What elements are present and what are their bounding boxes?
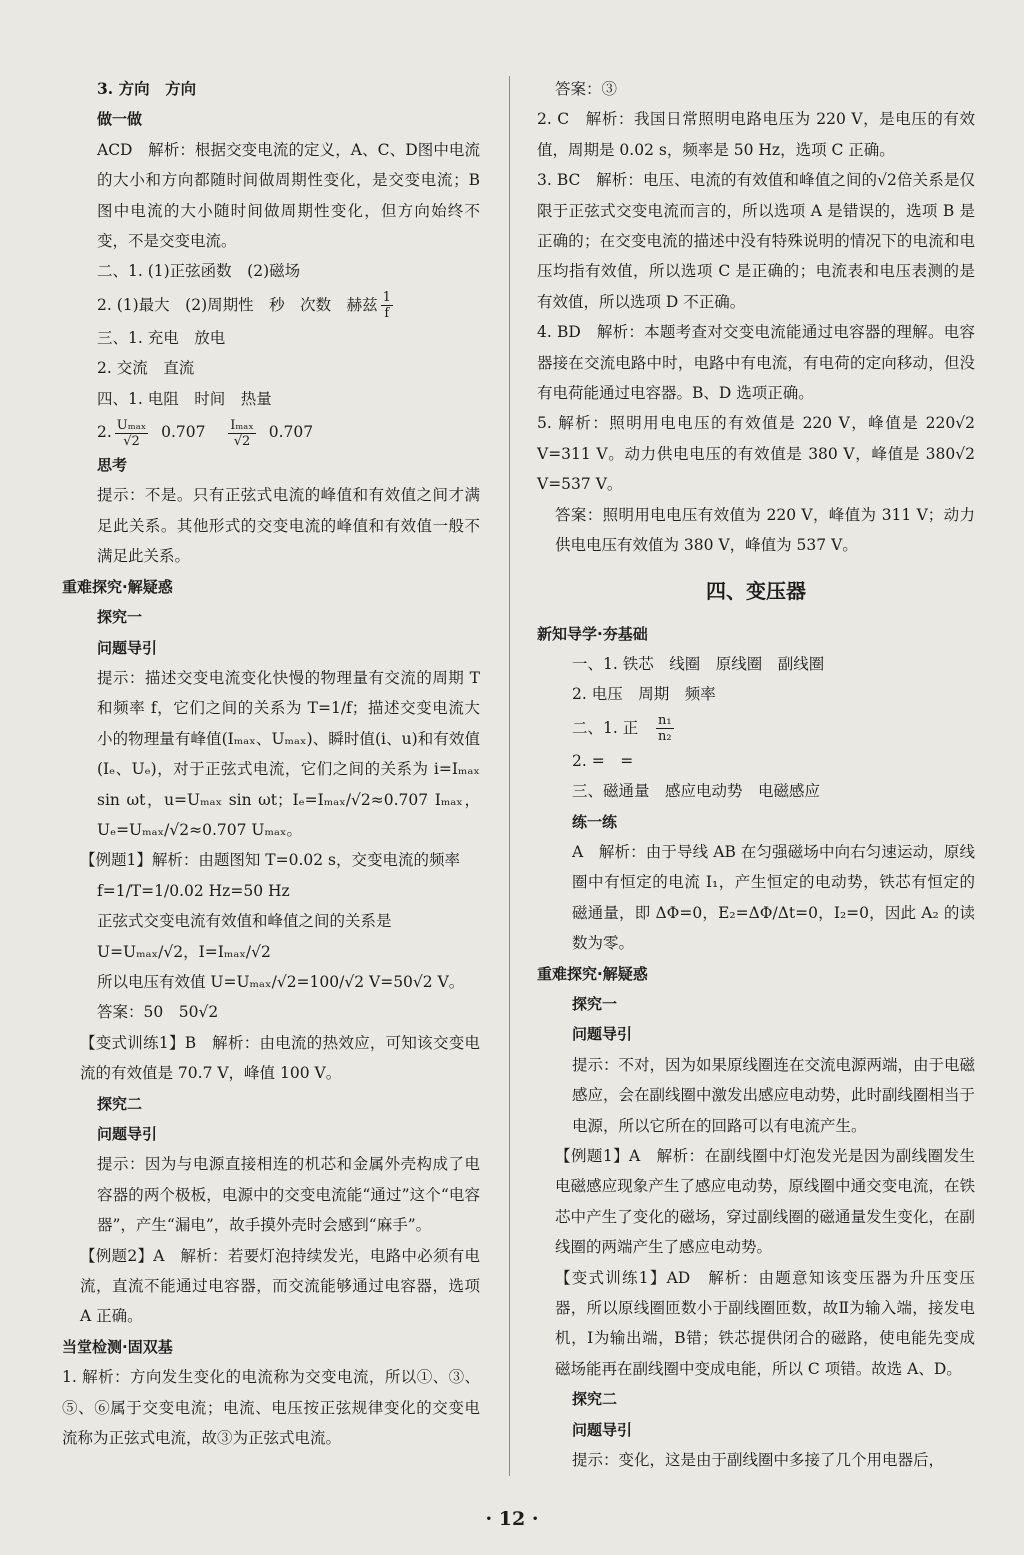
answer-paragraph: A 解析：由于导线 AB 在匀强磁场中向右匀速运动，原线圈中有恒定的电流 I₁，产生恒定的电动势，铁芯有恒定的磁通量，即 ΔΦ=0，E₂=ΔΦ/Δt=0，I₂=0，因此 A₂ 的读数为零。 bbox=[572, 842, 975, 953]
answer-line: 2. = = bbox=[572, 751, 634, 770]
section-title: 四、变压器 bbox=[706, 578, 806, 603]
answer-line: 2. 电压 周期 频率 bbox=[572, 685, 716, 704]
subsection-heading: 探究一 bbox=[97, 608, 143, 627]
right-column bbox=[537, 74, 975, 1475]
answer-paragraph: 答案：照明用电电压有效值为 220 V，峰值为 311 V；动力供电电压有效值为 380 V，峰值为 537 V。 bbox=[555, 505, 975, 555]
answer-line bbox=[62, 287, 480, 323]
answer-line: 答案：③ bbox=[555, 80, 618, 98]
subsection-heading: 思考 bbox=[97, 456, 128, 475]
answer-paragraph: 4. BD 解析：本题考查对交变电流能通过电容器的理解。电容器接在交流电路中时，电路中有电流，有电荷的定向移动，但没有电荷能通过电容器。B、D 选项正确。 bbox=[537, 323, 975, 403]
subsection-heading: 探究一 bbox=[572, 994, 618, 1013]
subsection-heading: 问题导引 bbox=[97, 638, 158, 657]
fraction: $\frac{1}{f}$ bbox=[382, 290, 391, 322]
answer-line: 三、磁通量 感应电动势 电磁感应 bbox=[572, 782, 821, 801]
example-paragraph: 【例题1】解析：由题图知 T=0.02 s，交变电流的频率 bbox=[80, 851, 461, 870]
subsection-heading: 探究二 bbox=[97, 1094, 143, 1113]
section-heading: 当堂检测·固双基 bbox=[62, 1337, 173, 1356]
answer-line: 一、1. 铁芯 线圈 原线圈 副线圈 bbox=[572, 654, 825, 673]
answer-line: 2. $\frac{\text{Uₘₐₓ}}{√2}$ 0.707 $\frac{\text{Iₘₐₓ}}{√2}$ 0.707 bbox=[97, 417, 314, 449]
subsection-heading: 问题导引 bbox=[97, 1125, 158, 1143]
exercise-paragraph: 【变式训练1】B 解析：由电流的热效应，可知该交变电流的有效值是 70.7 V，峰值 100 V。 bbox=[80, 1033, 480, 1083]
subsection-heading: 探究二 bbox=[572, 1390, 618, 1409]
subsection-heading: 做一做 bbox=[97, 110, 143, 129]
answer-line: 二、1. (1)正弦函数 (2)磁场 bbox=[97, 262, 301, 281]
section-heading: 重难探究·解疑惑 bbox=[62, 577, 173, 596]
hint-paragraph: 提示：不对，因为如果原线圈连在交流电源两端，由于电磁感应，会在副线圈中激发出感应电动势，此时副线圈相当于电源，所以它所在的回路可以有电流产生。 bbox=[572, 1055, 976, 1135]
example-paragraph: 【例题1】A 解析：在副线圈中灯泡发光是因为副线圈发生电磁感应现象产生了感应电动势，原线圈中通交变电流，在铁芯中产生了变化的磁场，穿过副线圈的磁通量发生变化，在副线圈的两端产生了感应电动势。 bbox=[555, 1147, 975, 1257]
fraction: $\frac{\text{n₁}}{\text{n₂}}$ bbox=[658, 713, 672, 745]
subsection-heading: 问题导引 bbox=[572, 1420, 633, 1439]
subsection-heading: 练一练 bbox=[572, 812, 618, 831]
exercise-paragraph: 【变式训练1】AD 解析：由题意知该变压器为升压变压器，所以原线圈匝数小于副线圈匝数，故Ⅱ为输入端，接发电机，Ⅰ为输出端，B错；铁芯提供闭合的磁路，使电能先变成磁场能再在副线圈中变成电能，所以 C 项错。故选 A、D。 bbox=[555, 1268, 975, 1378]
fraction: $\frac{\text{Iₘₐₓ}}{√2}$ bbox=[230, 417, 254, 449]
answer-line: 3. 方向 方向 bbox=[97, 79, 197, 98]
answer-line: 四、1. 电阻 时间 热量 bbox=[97, 389, 272, 408]
section-heading: 重难探究·解疑惑 bbox=[537, 964, 648, 983]
page-number: · 12 · bbox=[485, 1508, 539, 1530]
hint-paragraph: 提示：因为与电源直接相连的机芯和金属外壳构成了电容器的两个极板，电源中的交变电流能“通过”这个“电容器”，产生“漏电”，故手摸外壳时会感到“麻手”。 bbox=[97, 1155, 480, 1235]
answer-paragraph: 5. 解析：照明用电电压的有效值是 220 V，峰值是 220√2 V=311 V。动力供电电压的有效值是 380 V，峰值是 380√2 V=537 V。 bbox=[537, 414, 975, 494]
example-paragraph: 【例题2】A 解析：若要灯泡持续发光，电路中必须有电流，直流不能通过电容器，而交流能够通过电容器，选项 A 正确。 bbox=[80, 1246, 480, 1326]
formula-line: f=1/T=1/0.02 Hz=50 Hz bbox=[97, 881, 290, 900]
column-divider bbox=[509, 76, 510, 1476]
hint-paragraph: 提示：不是。只有正弦式电流的峰值和有效值之间才满足此关系。其他形式的交变电流的峰值和有效值一般不满足此关系。 bbox=[97, 486, 480, 566]
fraction: $\frac{\text{Uₘₐₓ}}{√2}$ bbox=[116, 417, 147, 449]
answer-paragraph: 1. 解析：方向发生变化的电流称为交变电流，所以①、③、⑤、⑥属于交变电流；电流、电压按正弦规律变化的交变电流称为正弦式电流，故③为正弦式电流。 bbox=[62, 1368, 480, 1448]
answer-line: 答案：50 50√2 bbox=[97, 1003, 219, 1022]
formula-line: 所以电压有效值 U=Uₘₐₓ/√2=100/√2 V=50√2 V。 bbox=[97, 972, 465, 991]
left-column bbox=[62, 74, 480, 1453]
answer-line: 三、1. 充电 放电 bbox=[97, 328, 226, 347]
answer-line: 2. 交流 直流 bbox=[97, 359, 195, 378]
formula-line: U=Uₘₐₓ/√2，I=Iₘₐₓ/√2 bbox=[97, 942, 271, 961]
subsection-heading: 问题导引 bbox=[572, 1025, 633, 1044]
hint-paragraph: 提示：描述交变电流变化快慢的物理量有交流的周期 T 和频率 f，它们之间的关系为 T=1/f；描述交变电流大小的物理量有峰值(Iₘₐₓ、Uₘₐₓ)、瞬时值(i、u)和有效值(Iₑ、Uₑ)，对于正弦式电流，它们之间的关系为 i=Iₘₐₓ sin ωt，u=Uₘₐₓ sin ωt；Iₑ=Iₘₐₓ/√2≈0.707 Iₘₐₓ，Uₑ=Uₘₐₓ/√2≈0.707 Uₘₐₓ。 bbox=[97, 668, 480, 839]
hint-paragraph: 提示：变化，这是由于副线圈中多接了几个用电器后， bbox=[572, 1451, 945, 1470]
answer-text: 2. (1)最大 (2)周期性 秒 次数 赫兹 bbox=[97, 295, 378, 314]
answer-line: 二、1. 正 $\frac{\text{n₁}}{\text{n₂}}$ bbox=[572, 713, 672, 745]
answer-paragraph: 3. BC 解析：电压、电流的有效值和峰值之间的√2倍关系是仅限于正弦式交变电流而言的，所以选项 A 是错误的，选项 B 是正确的；在交变电流的描述中没有特殊说明的情况下的电流和电压均指有效值，所以选项 C 是正确的；电流表和电压表测的是有效值，所以选项 D 不正确。 bbox=[537, 171, 975, 311]
answer-paragraph: ACD 解析：根据交变电流的定义，A、C、D图中电流的大小和方向都随时间做周期性变化，是交变电流；B图中电流的大小随时间做周期性变化，但方向始终不变，不是交变电流。 bbox=[97, 140, 480, 251]
answer-paragraph: 2. C 解析：我国日常照明电路电压为 220 V，是电压的有效值，周期是 0.02 s，频率是 50 Hz，选项 C 正确。 bbox=[537, 110, 975, 159]
text-line: 正弦式交变电流有效值和峰值之间的关系是 bbox=[97, 912, 392, 931]
section-heading: 新知导学·夯基础 bbox=[537, 624, 648, 643]
